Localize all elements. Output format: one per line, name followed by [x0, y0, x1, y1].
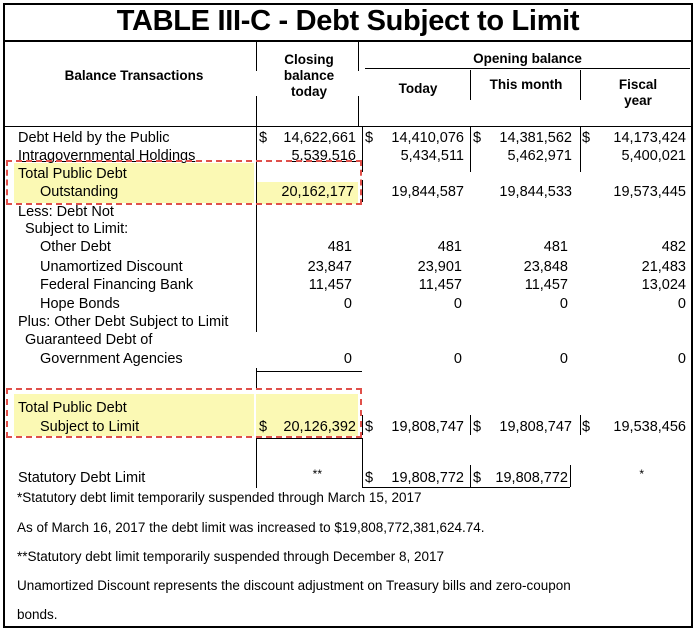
cell-other-debt-this-month: 481: [543, 239, 568, 255]
row-label-plus-other: Plus: Other Debt Subject to Limit: [18, 314, 229, 330]
dollar-sign: $: [259, 419, 268, 435]
header-today: Today: [398, 81, 438, 96]
grid-line: [358, 96, 359, 126]
row-label-debt-held-public: Debt Held by the Public: [18, 130, 170, 146]
cell-unamortized-this-month: 23,848: [523, 259, 568, 275]
grid-line: [256, 41, 257, 71]
cell-gov-agencies-today: 0: [453, 351, 462, 367]
grid-line: [256, 127, 257, 332]
grid-line: [256, 96, 257, 126]
row-label-intragov: Intragovernmental Holdings: [18, 148, 196, 164]
cell-statutory-closing: **: [312, 467, 322, 481]
cell-total-outstanding-this-month: 19,844,533: [499, 184, 572, 200]
cell-intragov-closing: 5,539,516: [291, 148, 356, 164]
cell-unamortized-closing: 23,847: [307, 259, 352, 275]
dollar-sign: $: [259, 130, 268, 146]
cell-statutory-this-month: 19,808,772: [495, 470, 568, 486]
cell-unamortized-today: 23,901: [417, 259, 462, 275]
grid-line: [580, 415, 581, 435]
grid-line: [358, 41, 359, 71]
header-fiscal-year: Fiscal year: [618, 77, 658, 108]
footnote-5: bonds.: [17, 607, 58, 622]
cell-total-subject-fiscal-year: 19,538,456: [613, 419, 686, 435]
row-label-total-outstanding-2: Outstanding: [40, 184, 119, 200]
grid-line: [470, 415, 471, 435]
cell-ffb-closing: 11,457: [308, 277, 352, 293]
cell-other-debt-fiscal-year: 482: [661, 239, 686, 255]
cell-statutory-fiscal-year: *: [639, 467, 644, 481]
cell-statutory-today: 19,808,772: [391, 470, 464, 486]
header-opening-balance: Opening balance: [473, 51, 582, 66]
footnote-4: Unamortized Discount represents the discount adjustment on Treasury bills and zero-coupon: [17, 578, 571, 593]
row-label-gov-agencies: Government Agencies: [40, 351, 183, 367]
row-label-unamortized: Unamortized Discount: [40, 259, 183, 275]
grid-line: [470, 127, 471, 172]
cell-total-outstanding-fiscal-year: 19,573,445: [613, 184, 686, 200]
cell-intragov-fiscal-year: 5,400,021: [621, 148, 686, 164]
header-closing-balance-today: Closing balance today: [283, 52, 335, 99]
grid-line: [365, 68, 690, 69]
row-label-total-subject-1: Total Public Debt: [18, 400, 127, 416]
row-label-less-debt-not: Less: Debt Not: [18, 204, 114, 220]
table-title: TABLE III-C - Debt Subject to Limit: [116, 5, 580, 37]
dashed-box-total-subject: [6, 388, 362, 438]
grid-line: [570, 465, 571, 487]
cell-total-outstanding-closing: 20,162,177: [281, 184, 354, 200]
cell-total-subject-this-month: 19,808,747: [499, 419, 572, 435]
dollar-sign: $: [582, 130, 591, 146]
grid-line: [470, 465, 471, 487]
cell-gov-agencies-closing: 0: [343, 351, 352, 367]
cell-total-subject-today: 19,808,747: [391, 419, 464, 435]
grid-line: [580, 127, 581, 172]
row-label-total-subject-2: Subject to Limit: [40, 419, 140, 435]
cell-gov-agencies-this-month: 0: [559, 351, 568, 367]
cell-debt-held-today: 14,410,076: [391, 130, 464, 146]
cell-ffb-fiscal-year: 13,024: [641, 277, 686, 293]
header-balance-transactions: Balance Transactions: [64, 68, 204, 83]
grid-line: [470, 70, 471, 100]
cell-debt-held-closing: 14,622,661: [283, 130, 356, 146]
footnote-2: As of March 16, 2017 the debt limit was increased to $19,808,772,381,624.74.: [17, 520, 485, 535]
grid-line: [362, 415, 363, 435]
dollar-sign: $: [365, 419, 374, 435]
grid-line: [256, 438, 362, 439]
title-rule: [3, 40, 693, 42]
row-label-total-outstanding-1: Total Public Debt: [18, 166, 127, 182]
cell-other-debt-closing: 481: [327, 239, 352, 255]
grid-line: [3, 126, 693, 127]
cell-total-subject-closing: 20,126,392: [283, 419, 356, 435]
row-label-other-debt: Other Debt: [40, 239, 111, 255]
row-label-statutory: Statutory Debt Limit: [18, 470, 146, 486]
cell-hope-bonds-today: 0: [453, 296, 462, 312]
dollar-sign: $: [365, 130, 374, 146]
cell-other-debt-today: 481: [437, 239, 462, 255]
grid-line: [362, 127, 363, 172]
grid-line: [362, 438, 363, 488]
row-label-subject-to-limit: Subject to Limit:: [25, 221, 129, 237]
cell-intragov-today: 5,434,511: [400, 148, 464, 164]
grid-line: [580, 70, 581, 100]
footnote-3: **Statutory debt limit temporarily suspended through December 8, 2017: [17, 549, 444, 564]
cell-hope-bonds-closing: 0: [343, 296, 352, 312]
grid-line: [362, 487, 570, 488]
dollar-sign: $: [473, 470, 482, 486]
row-label-ffb: Federal Financing Bank: [40, 277, 194, 293]
cell-hope-bonds-fiscal-year: 0: [677, 296, 686, 312]
dollar-sign: $: [582, 419, 591, 435]
grid-line: [362, 180, 363, 202]
cell-gov-agencies-fiscal-year: 0: [677, 351, 686, 367]
cell-total-outstanding-today: 19,844,587: [391, 184, 464, 200]
cell-hope-bonds-this-month: 0: [559, 296, 568, 312]
cell-intragov-this-month: 5,462,971: [507, 148, 572, 164]
dashed-box-total-outstanding: [6, 160, 362, 205]
row-label-hope-bonds: Hope Bonds: [40, 296, 120, 312]
cell-ffb-this-month: 11,457: [524, 277, 568, 293]
header-this-month: This month: [489, 77, 563, 92]
cell-debt-held-this-month: 14,381,562: [499, 130, 572, 146]
footnote-1: *Statutory debt limit temporarily suspended through March 15, 2017: [17, 490, 422, 505]
grid-line: [256, 371, 362, 372]
dollar-sign: $: [473, 130, 482, 146]
row-label-guaranteed: Guaranteed Debt of: [25, 332, 153, 348]
dollar-sign: $: [473, 419, 482, 435]
dollar-sign: $: [365, 470, 374, 486]
cell-ffb-today: 11,457: [418, 277, 462, 293]
cell-unamortized-fiscal-year: 21,483: [641, 259, 686, 275]
cell-debt-held-fiscal-year: 14,173,424: [613, 130, 686, 146]
